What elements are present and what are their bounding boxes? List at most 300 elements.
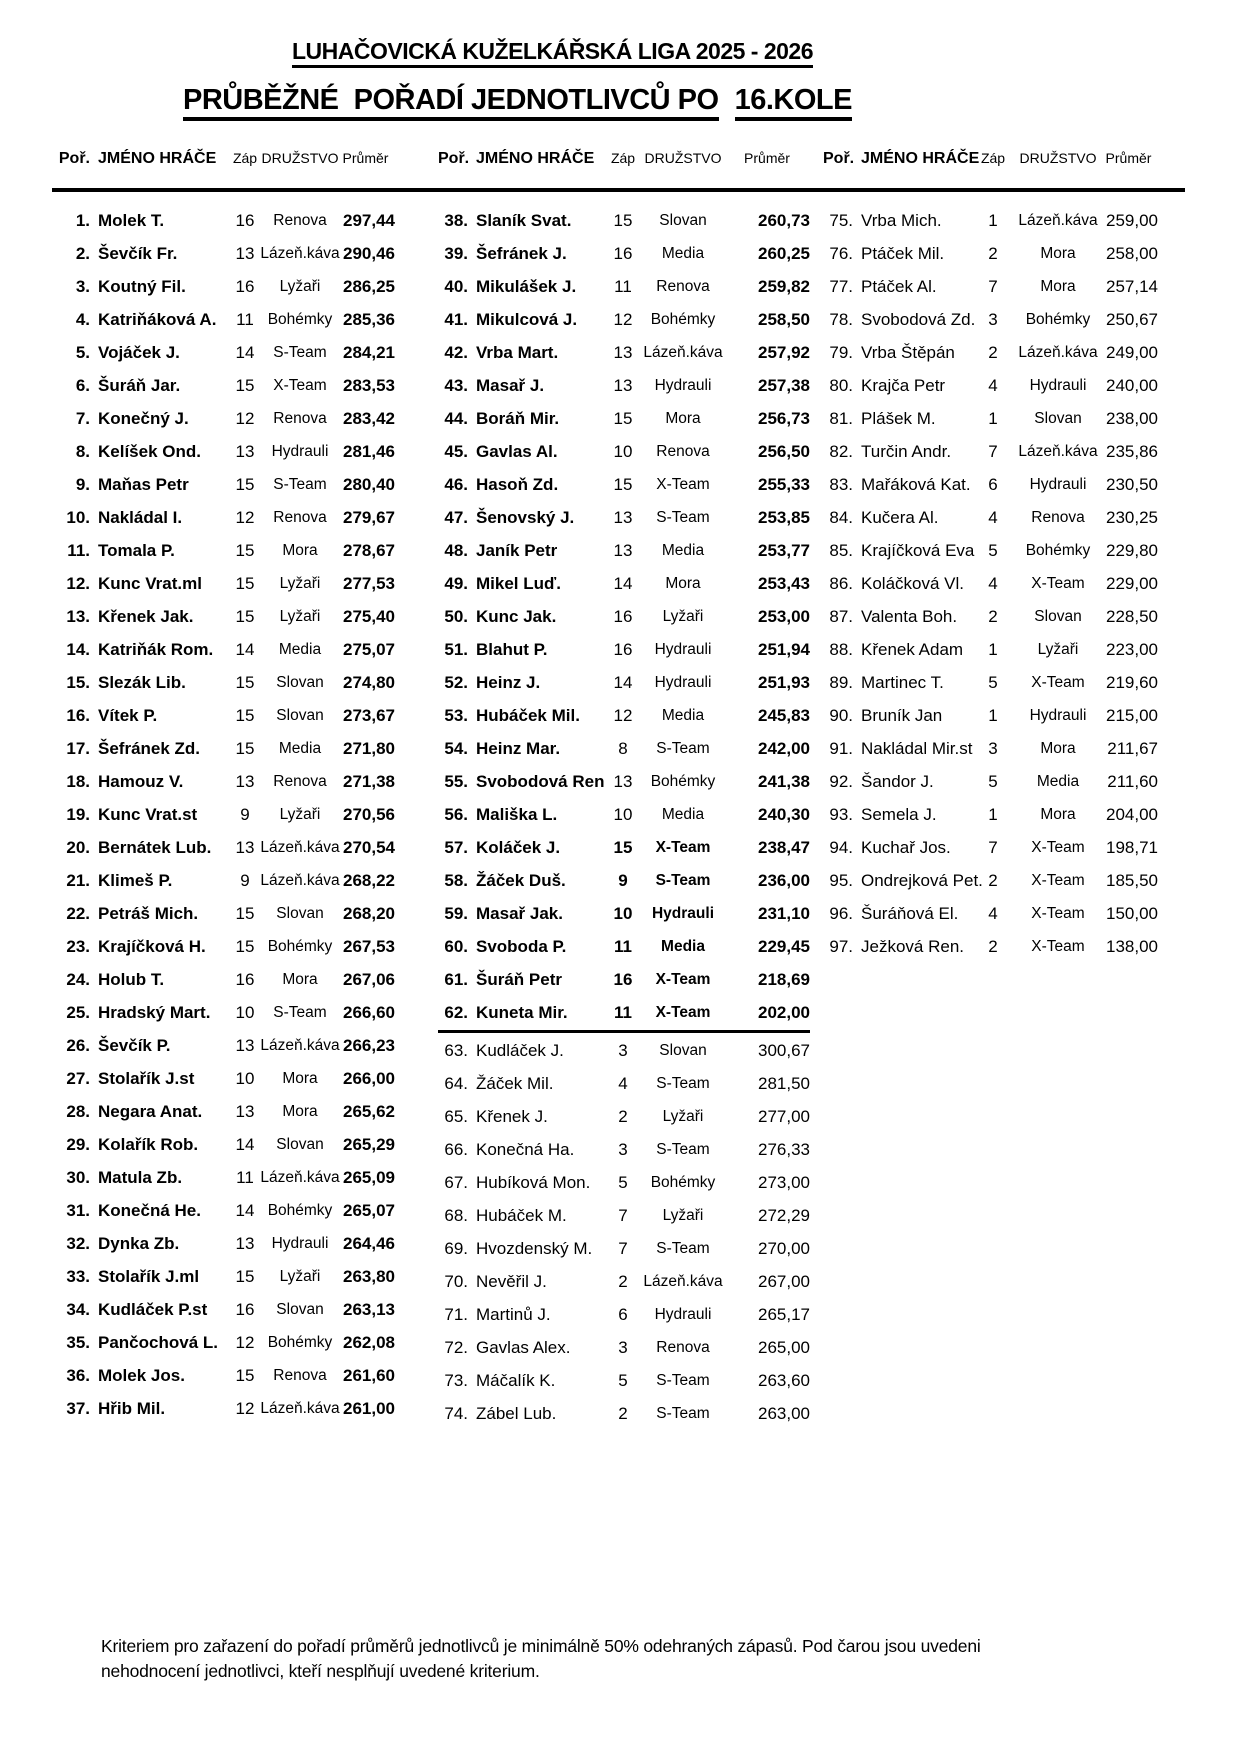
player-games: 11: [236, 309, 254, 329]
player-games: 3: [988, 738, 998, 758]
player-rank: 90.: [829, 705, 853, 725]
player-average: 256,50: [758, 441, 810, 461]
player-name: Koláček J.: [476, 837, 561, 857]
player-average: 251,93: [758, 672, 810, 692]
player-games: 7: [988, 441, 998, 461]
player-rank: 72.: [444, 1337, 468, 1357]
player-rank: 56.: [444, 804, 468, 824]
player-games: 7: [988, 837, 998, 857]
player-average: 242,00: [758, 738, 810, 758]
player-average: 277,00: [758, 1106, 810, 1126]
player-rank: 29.: [66, 1134, 90, 1154]
player-average: 202,00: [758, 1002, 810, 1022]
player-team: Mora: [1040, 244, 1076, 262]
player-row: [52, 303, 395, 336]
player-name: Stolařík J.ml: [98, 1266, 200, 1286]
player-team: X-Team: [655, 1003, 711, 1021]
player-average: 263,00: [758, 1403, 810, 1423]
player-average: 257,38: [758, 375, 810, 395]
player-name: Gavlas Al.: [476, 441, 558, 461]
player-games: 2: [618, 1106, 628, 1126]
player-games: 9: [618, 870, 628, 890]
player-team: Bohémky: [1025, 541, 1091, 559]
criterion-cutoff-line: [438, 1030, 810, 1033]
player-rank: 81.: [829, 408, 853, 428]
player-average: 218,69: [758, 969, 810, 989]
player-rank: 10.: [66, 507, 90, 527]
player-games: 7: [618, 1238, 628, 1258]
player-games: 14: [235, 342, 255, 362]
player-row: [438, 1067, 810, 1100]
player-row: [52, 1260, 395, 1293]
player-team: Lyžaři: [279, 574, 321, 592]
player-name: Bernátek Lub.: [98, 837, 212, 857]
league-title-wrap: [0, 38, 1105, 65]
player-games: 13: [613, 771, 633, 791]
footer-note: [101, 1634, 981, 1684]
player-name: Janík Petr: [476, 540, 558, 560]
player-row: [823, 666, 1158, 699]
player-games: 13: [235, 837, 255, 857]
player-name: Kudláček J.: [476, 1040, 564, 1060]
player-row: [438, 501, 810, 534]
player-games: 1: [988, 804, 998, 824]
player-games: 1: [988, 705, 998, 725]
player-team: Slovan: [276, 1300, 324, 1318]
player-average: 256,73: [758, 408, 810, 428]
player-rank: 68.: [444, 1205, 468, 1225]
player-team: Lázeň.káva: [260, 1036, 340, 1054]
player-row: [823, 270, 1158, 303]
header-player-name: JMÉNO HRÁČE: [476, 150, 595, 167]
player-team: Bohémky: [267, 937, 333, 955]
player-games: 13: [235, 243, 255, 263]
player-games: 15: [235, 474, 255, 494]
player-average: 253,00: [758, 606, 810, 626]
player-team: Lázeň.káva: [1018, 211, 1098, 229]
player-name: Blahut P.: [476, 639, 548, 659]
player-games: 15: [235, 936, 255, 956]
player-games: 2: [988, 243, 998, 263]
standings-column-3: [823, 150, 1158, 963]
player-row: [52, 732, 395, 765]
player-rank: 78.: [829, 309, 853, 329]
player-team: Media: [278, 739, 322, 757]
header-games: Záp: [232, 150, 258, 166]
player-name: Krajíčková Eva: [861, 540, 975, 560]
player-games: 2: [988, 936, 998, 956]
player-rank: 35.: [66, 1332, 90, 1352]
player-team: Renova: [656, 442, 710, 460]
player-row: [438, 666, 810, 699]
player-rank: 95.: [829, 870, 853, 890]
player-average: 236,00: [758, 870, 810, 890]
player-row: [823, 336, 1158, 369]
player-row: [52, 600, 395, 633]
player-games: 15: [235, 540, 255, 560]
player-games: 1: [988, 408, 998, 428]
player-team: Media: [661, 937, 705, 955]
player-row: [438, 765, 810, 798]
player-average: 297,44: [343, 210, 395, 230]
player-row: [823, 402, 1158, 435]
player-team: X-Team: [655, 838, 711, 856]
player-rank: 9.: [75, 474, 90, 494]
player-name: Hradský Mart.: [98, 1002, 211, 1022]
player-team: S-Team: [656, 1404, 710, 1422]
player-average: 253,43: [758, 573, 810, 593]
player-team: Slovan: [276, 706, 324, 724]
player-games: 11: [614, 936, 632, 956]
player-games: 11: [236, 1167, 254, 1187]
player-row: [438, 699, 810, 732]
player-name: Boráň Mir.: [476, 408, 560, 428]
player-rank: 60.: [444, 936, 468, 956]
player-games: 16: [235, 210, 255, 230]
player-average: 251,94: [758, 639, 810, 659]
player-row: [52, 1326, 395, 1359]
player-row: [438, 732, 810, 765]
player-average: 266,00: [343, 1068, 395, 1088]
player-team: S-Team: [656, 1371, 710, 1389]
player-team: Lázeň.káva: [260, 244, 340, 262]
player-team: Hydrauli: [271, 442, 329, 460]
player-games: 13: [235, 1233, 255, 1253]
player-rank: 39.: [444, 243, 468, 263]
player-row: [438, 369, 810, 402]
player-average: 265,62: [343, 1101, 395, 1121]
player-name: Nevěřil J.: [476, 1271, 547, 1291]
player-name: Konečná He.: [98, 1200, 201, 1220]
player-average: 271,38: [343, 771, 395, 791]
player-rank: 12.: [66, 573, 90, 593]
player-team: S-Team: [655, 871, 711, 889]
header-average: Průměr: [1105, 150, 1152, 166]
player-row: [52, 1227, 395, 1260]
player-name: Tomala P.: [98, 540, 175, 560]
player-average: 258,50: [758, 309, 810, 329]
player-average: 185,50: [1106, 870, 1158, 890]
player-games: 4: [988, 507, 998, 527]
player-row: [823, 567, 1158, 600]
player-name: Klimeš P.: [98, 870, 173, 890]
player-team: Renova: [273, 1366, 327, 1384]
player-team: Lázeň.káva: [260, 871, 340, 889]
player-name: Ševčík Fr.: [98, 243, 178, 263]
player-games: 13: [613, 507, 633, 527]
player-name: Konečná Ha.: [476, 1139, 575, 1159]
player-rank: 37.: [66, 1398, 90, 1418]
player-average: 240,30: [758, 804, 810, 824]
player-average: 283,53: [343, 375, 395, 395]
player-rank: 7.: [75, 408, 90, 428]
player-row: [438, 435, 810, 468]
player-team: X-Team: [1031, 937, 1085, 955]
player-rank: 97.: [829, 936, 853, 956]
player-rank: 63.: [444, 1040, 468, 1060]
player-row: [823, 732, 1158, 765]
player-row: [438, 1100, 810, 1133]
player-games: 3: [618, 1139, 628, 1159]
player-name: Hamouz V.: [98, 771, 184, 791]
player-average: 272,29: [758, 1205, 810, 1225]
player-average: 211,67: [1107, 738, 1158, 758]
player-average: 204,00: [1106, 804, 1158, 824]
player-name: Vrba Mart.: [476, 342, 559, 362]
player-team: Mora: [1040, 805, 1076, 823]
player-average: 230,25: [1106, 507, 1158, 527]
player-name: Bruník Jan: [861, 705, 943, 725]
player-team: Hydrauli: [1029, 475, 1087, 493]
player-row: [438, 1166, 810, 1199]
player-rank: 94.: [829, 837, 853, 857]
player-average: 261,60: [343, 1365, 395, 1385]
player-rank: 22.: [66, 903, 90, 923]
player-row: [438, 468, 810, 501]
player-team: Slovan: [1034, 409, 1082, 427]
player-average: 240,00: [1106, 375, 1158, 395]
player-rank: 54.: [444, 738, 468, 758]
player-row: [52, 369, 395, 402]
player-team: S-Team: [273, 1003, 327, 1021]
player-average: 275,40: [343, 606, 395, 626]
player-name: Martinec T.: [861, 672, 944, 692]
footer-line-2: nehodnocení jednotlivci, kteří nesplňují uvedené kriterium.: [101, 1661, 540, 1681]
player-rank: 30.: [66, 1167, 90, 1187]
player-rank: 69.: [444, 1238, 468, 1258]
player-team: X-Team: [1031, 871, 1085, 889]
player-games: 16: [613, 243, 633, 263]
player-name: Petráš Mich.: [98, 903, 199, 923]
player-games: 1: [988, 210, 998, 230]
player-games: 9: [240, 804, 250, 824]
player-games: 12: [235, 507, 255, 527]
player-row: [52, 237, 395, 270]
player-average: 278,67: [343, 540, 395, 560]
player-team: Bohémky: [650, 1173, 716, 1191]
player-games: 7: [988, 276, 998, 296]
player-name: Krajíčková H.: [98, 936, 206, 956]
player-row: [438, 633, 810, 666]
player-team: Hydrauli: [1029, 706, 1087, 724]
header-average: Průměr: [744, 150, 790, 166]
player-team: Renova: [656, 1338, 710, 1356]
player-average: 228,50: [1106, 606, 1158, 626]
player-average: 268,20: [343, 903, 395, 923]
player-rank: 27.: [66, 1068, 90, 1088]
player-name: Máčalík K.: [476, 1370, 556, 1390]
player-row: [52, 1359, 395, 1392]
player-games: 15: [235, 1266, 255, 1286]
player-average: 265,17: [758, 1304, 810, 1324]
player-name: Ondrejková Pet.: [861, 870, 983, 890]
player-team: Lázeň.káva: [260, 1399, 340, 1417]
player-team: Media: [661, 244, 705, 262]
player-average: 241,38: [758, 771, 810, 791]
player-rank: 53.: [444, 705, 468, 725]
player-games: 4: [988, 573, 998, 593]
player-row: [438, 303, 810, 336]
player-row: [52, 204, 395, 237]
column-header-row: [823, 150, 1158, 204]
player-name: Semela J.: [861, 804, 937, 824]
player-row: [823, 303, 1158, 336]
player-team: Media: [661, 706, 705, 724]
player-team: X-Team: [1031, 838, 1085, 856]
player-games: 14: [235, 639, 255, 659]
player-team: Hydrauli: [654, 673, 712, 691]
player-team: S-Team: [656, 508, 710, 526]
player-row: [438, 1397, 810, 1430]
header-rank: Poř.: [438, 150, 470, 167]
player-row: [438, 1298, 810, 1331]
player-rank: 16.: [66, 705, 90, 725]
player-average: 263,80: [343, 1266, 395, 1286]
player-team: X-Team: [655, 970, 711, 988]
player-team: Slovan: [276, 673, 324, 691]
player-row: [52, 1293, 395, 1326]
player-games: 15: [235, 672, 255, 692]
player-games: 13: [235, 441, 255, 461]
player-rank: 41.: [444, 309, 468, 329]
player-team: Lyžaři: [279, 805, 321, 823]
player-games: 15: [235, 738, 255, 758]
player-average: 261,00: [343, 1398, 395, 1418]
player-team: Lyžaři: [279, 607, 321, 625]
player-games: 14: [613, 573, 633, 593]
player-rank: 19.: [66, 804, 90, 824]
player-average: 257,14: [1106, 276, 1158, 296]
player-name: Negara Anat.: [98, 1101, 203, 1121]
player-row: [52, 534, 395, 567]
player-rank: 77.: [829, 276, 853, 296]
player-games: 15: [613, 210, 633, 230]
player-average: 231,10: [758, 903, 810, 923]
player-average: 257,92: [758, 342, 810, 362]
header-average: Průměr: [342, 150, 389, 166]
player-team: Lyžaři: [279, 1267, 321, 1285]
player-row: [52, 633, 395, 666]
player-average: 229,45: [758, 936, 810, 956]
player-average: 285,36: [343, 309, 395, 329]
player-rank: 38.: [444, 210, 468, 230]
player-name: Mališka L.: [476, 804, 558, 824]
player-rank: 49.: [444, 573, 468, 593]
player-rank: 23.: [66, 936, 90, 956]
player-name: Vrba Mich.: [861, 210, 942, 230]
player-rank: 11.: [67, 540, 90, 560]
player-row: [438, 1199, 810, 1232]
player-average: 283,42: [343, 408, 395, 428]
player-games: 13: [235, 1101, 255, 1121]
player-team: Mora: [1040, 277, 1076, 295]
player-row: [823, 633, 1158, 666]
player-team: Mora: [282, 1069, 318, 1087]
player-name: Ševčík P.: [98, 1035, 171, 1055]
player-row: [52, 798, 395, 831]
player-rank: 74.: [444, 1403, 468, 1423]
player-average: 267,00: [758, 1271, 810, 1291]
player-row: [438, 831, 810, 864]
player-games: 15: [235, 903, 255, 923]
player-name: Koláčková Vl.: [861, 573, 964, 593]
player-row: [438, 600, 810, 633]
player-row: [438, 930, 810, 963]
player-row: [52, 765, 395, 798]
player-rank: 14.: [66, 639, 90, 659]
player-team: S-Team: [656, 1074, 710, 1092]
player-row: [52, 402, 395, 435]
player-row: [823, 435, 1158, 468]
player-team: X-Team: [273, 376, 327, 394]
player-team: X-Team: [656, 475, 710, 493]
player-rank: 93.: [829, 804, 853, 824]
player-team: Slovan: [276, 904, 324, 922]
player-average: 229,80: [1106, 540, 1158, 560]
player-name: Kunc Jak.: [476, 606, 557, 626]
player-name: Žáček Mil.: [476, 1073, 554, 1093]
player-average: 150,00: [1106, 903, 1158, 923]
player-row: [438, 402, 810, 435]
player-games: 15: [235, 573, 255, 593]
player-average: 286,25: [343, 276, 395, 296]
player-team: Mora: [282, 1102, 318, 1120]
player-team: Mora: [1040, 739, 1076, 757]
player-average: 267,06: [343, 969, 395, 989]
header-rank: Poř.: [823, 150, 855, 167]
player-rank: 44.: [444, 408, 468, 428]
player-team: Lázeň.káva: [260, 838, 340, 856]
player-average: 273,67: [343, 705, 395, 725]
player-games: 16: [235, 969, 255, 989]
player-name: Šuráň Jar.: [98, 375, 181, 395]
player-name: Mikulášek J.: [476, 276, 577, 296]
column-header-row: [438, 150, 810, 204]
player-rank: 28.: [66, 1101, 90, 1121]
player-rank: 15.: [66, 672, 90, 692]
player-name: Vrba Štěpán: [861, 342, 955, 362]
player-rank: 86.: [829, 573, 853, 593]
player-name: Žáček Duš.: [476, 870, 566, 890]
player-team: Renova: [273, 508, 327, 526]
player-name: Stolařík J.st: [98, 1068, 195, 1088]
player-row: [438, 270, 810, 303]
player-average: 266,60: [343, 1002, 395, 1022]
player-average: 223,00: [1106, 639, 1158, 659]
player-games: 5: [988, 672, 998, 692]
player-rank: 71.: [444, 1304, 468, 1324]
player-team: Lázeň.káva: [643, 1272, 723, 1290]
player-rank: 5.: [75, 342, 90, 362]
player-team: Renova: [656, 277, 710, 295]
player-name: Hubíková Mon.: [476, 1172, 591, 1192]
player-average: 284,21: [343, 342, 395, 362]
player-row: [823, 501, 1158, 534]
player-games: 5: [988, 771, 998, 791]
player-team: Slovan: [659, 211, 707, 229]
player-games: 15: [235, 606, 255, 626]
player-rank: 18.: [66, 771, 90, 791]
player-name: Hřib Mil.: [98, 1398, 166, 1418]
player-average: 258,00: [1106, 243, 1158, 263]
player-rank: 51.: [444, 639, 468, 659]
player-average: 263,13: [343, 1299, 395, 1319]
player-name: Turčin Andr.: [861, 441, 952, 461]
player-row: [823, 600, 1158, 633]
player-average: 279,67: [343, 507, 395, 527]
player-row: [438, 237, 810, 270]
player-rank: 26.: [66, 1035, 90, 1055]
